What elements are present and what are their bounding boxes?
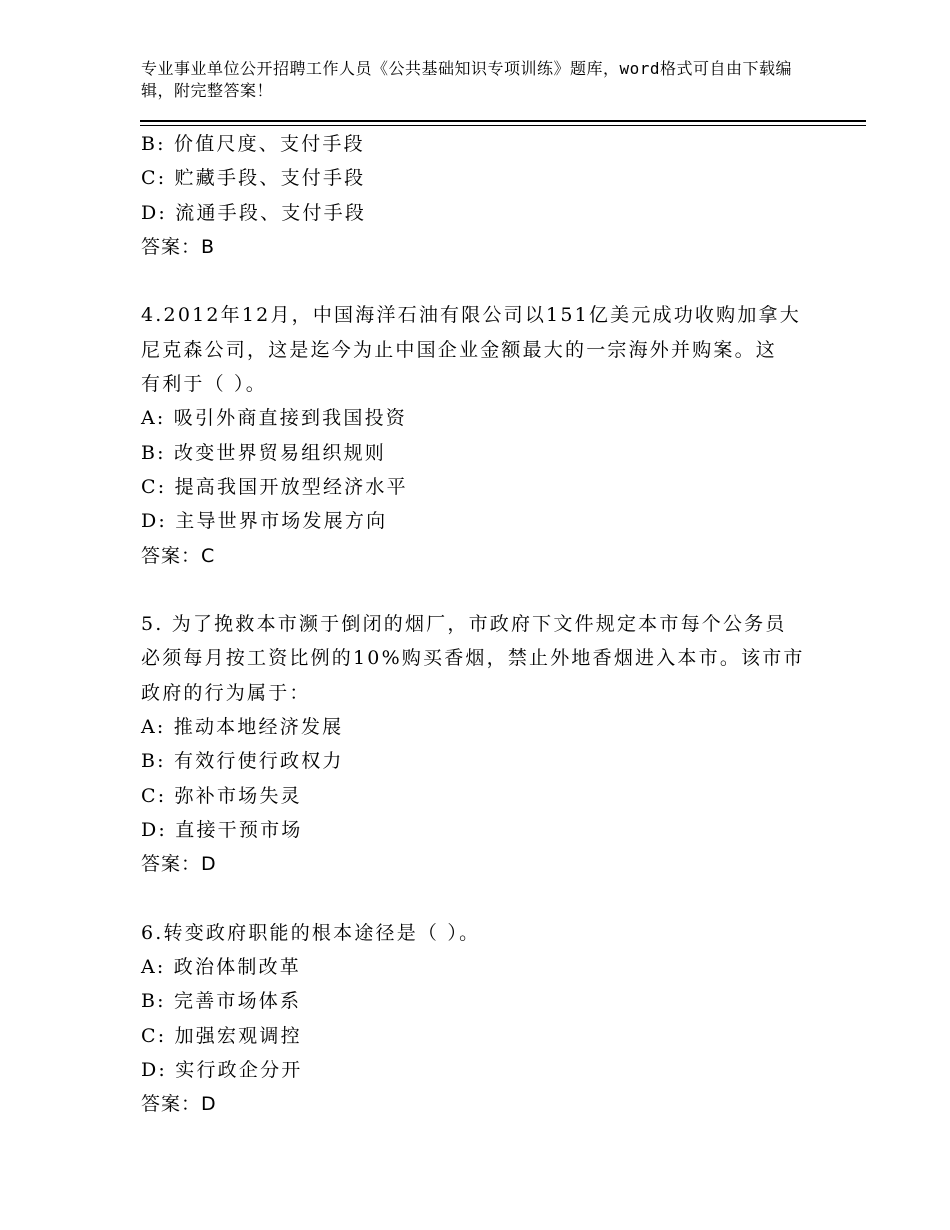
option-b: B: 价值尺度、支付手段	[141, 133, 365, 155]
question-6-stem-line: 6.转变政府职能的根本途径是（ ）。	[141, 921, 481, 944]
question-4-stem-line: 4.2012年12月，中国海洋石油有限公司以151亿美元成功收购加拿大	[141, 304, 801, 327]
option-c: C: 弥补市场失灵	[141, 784, 302, 807]
question-4	[141, 298, 831, 572]
option-a: A: 推动本地经济发展	[141, 716, 344, 739]
question-3-options	[141, 127, 831, 230]
option-c: C: 提高我国开放型经济水平	[141, 475, 408, 498]
option-a: A: 吸引外商直接到我国投资	[141, 407, 407, 430]
question-4-stem-line: 尼克森公司，这是迄今为止中国企业金额最大的一宗海外并购案。这	[141, 338, 778, 361]
question-4-stem-line: 有利于（ ）。	[141, 373, 267, 396]
question-6-answer: 答案：D	[141, 1093, 217, 1116]
option-c: C: 加强宏观调控	[141, 1024, 302, 1047]
option-c: C: 贮藏手段、支付手段	[141, 167, 366, 190]
header-divider-thick	[140, 120, 866, 122]
question-3-answer: 答案：B	[141, 235, 216, 258]
spacer	[141, 573, 831, 607]
question-5-stem-line: 5. 为了挽救本市濒于倒闭的烟厂，市政府下文件规定本市每个公务员	[141, 613, 787, 636]
question-5-answer: 答案：D	[141, 853, 217, 876]
option-d: D: 实行政企分开	[141, 1059, 303, 1082]
spacer	[141, 882, 831, 916]
option-b: B: 改变世界贸易组织规则	[141, 441, 387, 464]
question-list	[141, 127, 831, 1122]
question-5-stem-line: 必须每月按工资比例的10%购买香烟，禁止外地香烟进入本市。该市市	[141, 647, 805, 670]
option-a: A: 政治体制改革	[141, 956, 301, 979]
option-d: D: 直接干预市场	[141, 818, 303, 841]
question-5	[141, 607, 831, 881]
question-5-stem-line: 政府的行为属于：	[141, 681, 311, 704]
option-d: D: 流通手段、支付手段	[141, 201, 367, 224]
option-d: D: 主导世界市场发展方向	[141, 510, 388, 533]
question-4-answer: 答案：C	[141, 544, 216, 567]
option-b: B: 有效行使行政权力	[141, 750, 344, 773]
header-divider-thin	[140, 125, 866, 126]
spacer	[141, 264, 831, 298]
question-6	[141, 916, 831, 1122]
page-header-title: 专业事业单位公开招聘工作人员《公共基础知识专项训练》题库，word格式可自由下载编辑，附完整答案！	[141, 59, 793, 100]
option-b: B: 完善市场体系	[141, 990, 302, 1013]
